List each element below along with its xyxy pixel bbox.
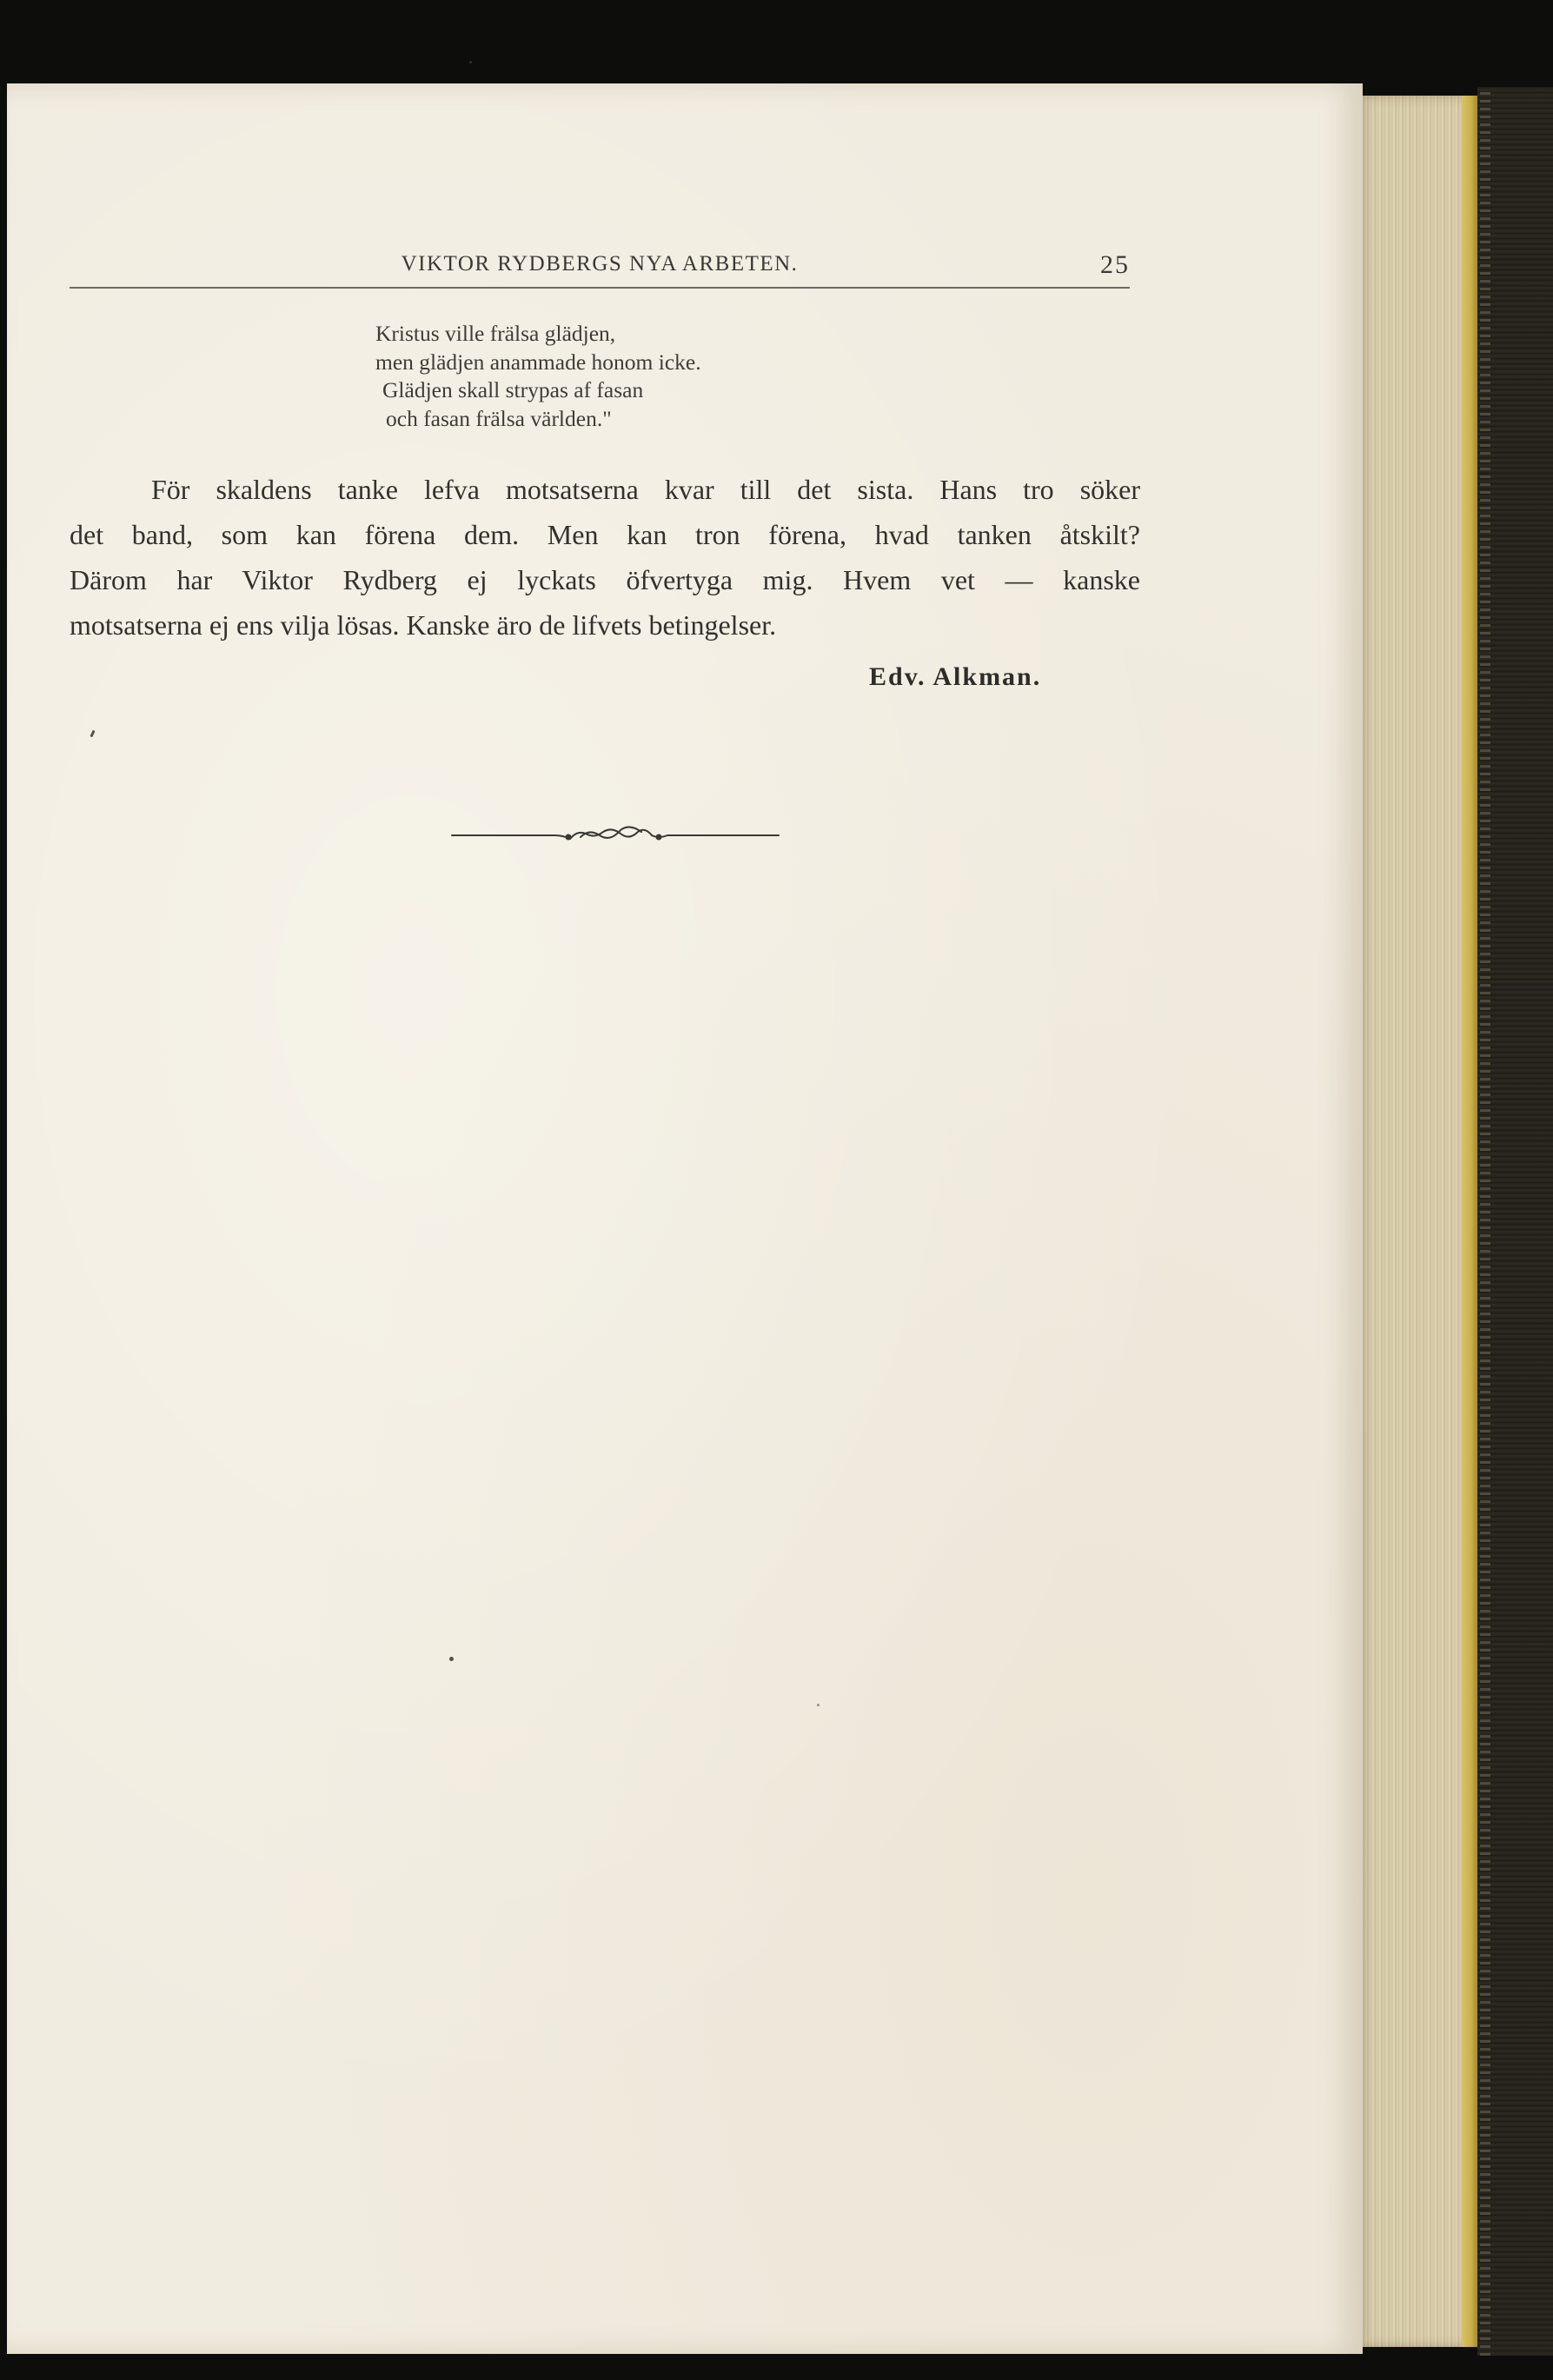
page-edges [1356,96,1477,2347]
paper-speck [469,61,472,63]
author-signature: Edv. Alkman. [869,662,1042,691]
verse-line: Kristus ville frälsa glädjen, [375,321,616,346]
verse-line: och fasan frälsa världen." [386,405,612,431]
paper-speck [449,1657,454,1661]
running-head [70,252,1130,289]
paragraph-line: Därom har Viktor Rydberg ej lyckats öfvertyga mig. Hvem vet — kanske [70,564,1140,595]
page-number: 25 [1100,250,1130,279]
verse-quotation [374,320,701,433]
tailpiece-ornament [450,821,780,848]
paragraph-line: det band, som kan förena dem. Men kan tron förena, hvad tanken åtskilt? [70,519,1140,550]
running-title: VIKTOR RYDBERGS NYA ARBETEN. [401,252,799,276]
spine-texture [1480,87,1490,2356]
paragraph-line: För skaldens tanke lefva motsatserna kvar till det sista. Hans tro söker [151,474,1140,505]
paper-speck [817,1704,820,1706]
body-paragraph [70,467,1140,648]
verse-line: men glädjen anammade honom icke. [375,349,701,375]
paragraph-line: motsatserna ej ens vilja lösas. Kanske äro de lifvets betingelser. [70,609,777,641]
verse-line: Glädjen skall strypas af fasan [382,377,644,402]
